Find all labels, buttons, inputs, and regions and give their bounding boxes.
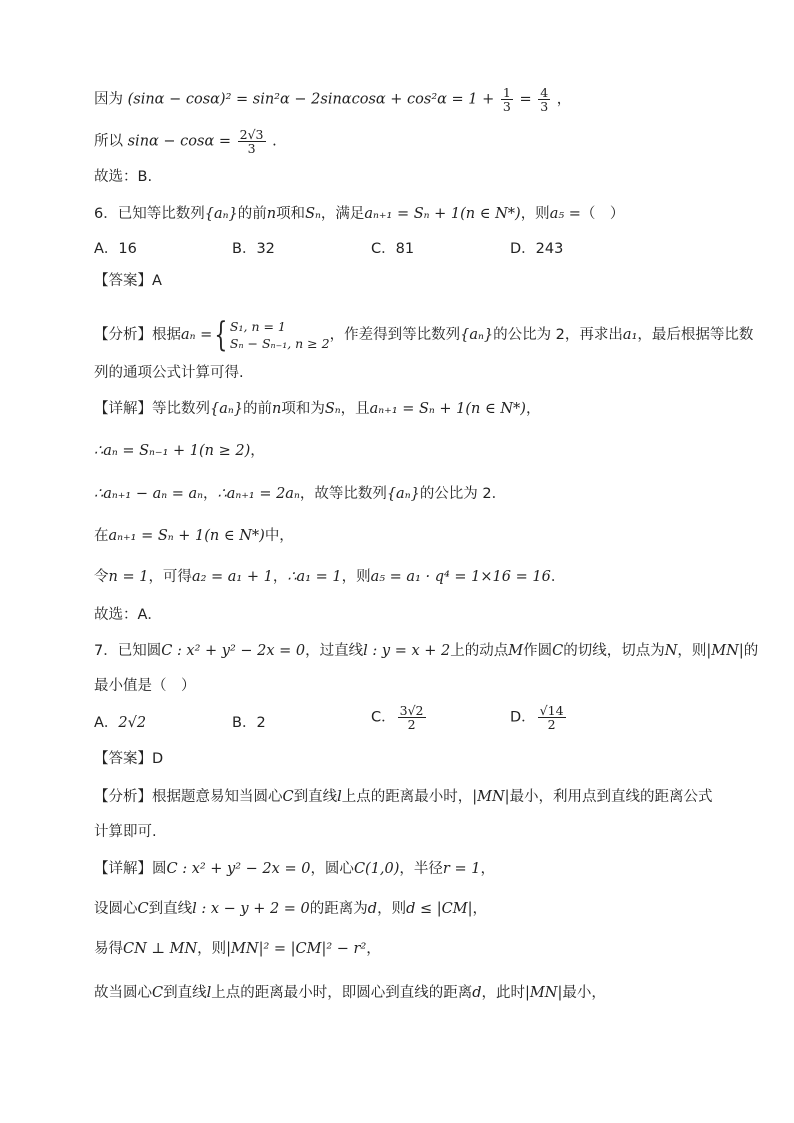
solution-line-2: 所以 sinα − cosα = $\frac{2√3}{3}$ . bbox=[94, 127, 277, 156]
question-7-cont: 最小值是（ ） bbox=[94, 678, 196, 694]
q7-detail-step-1: 设圆心C到直线l : x − y + 2 = 0的距离为d，则d ≤ |CM|， bbox=[94, 901, 487, 917]
detail-tag: 【详解】 bbox=[94, 401, 152, 417]
formula: (sinα − cosα)² = sin²α − 2sinαcosα + cos²α = 1 + bbox=[127, 91, 495, 108]
solution-line-1: 因为 (sinα − cosα)² = sin²α − 2sinαcosα + cos²α = 1 + $\frac{1}{3}$ = $\frac{4}{3}$ ， bbox=[94, 85, 572, 114]
answer-tag: 【答案】 bbox=[94, 751, 152, 767]
q7-answer: 【答案】D bbox=[94, 751, 164, 767]
q6-detail-step-1: ∴aₙ = Sₙ₋₁ + 1(n ≥ 2)， bbox=[94, 443, 265, 459]
q7-option-a: A．2√2 bbox=[94, 715, 147, 731]
left-brace: { bbox=[214, 315, 228, 355]
q7-option-c: C． $\frac{3√2}{2}$ bbox=[371, 703, 424, 732]
q6-detail-step-2: ∴aₙ₊₁ − aₙ = aₙ，∴aₙ₊₁ = 2aₙ，故等比数列{aₙ}的公比为 2． bbox=[94, 486, 507, 502]
q6-analysis: 【分析】根据aₙ ={ S₁, n = 1 Sₙ − Sₙ₋₁, n ≥ 2 ，作差得到等比数列{aₙ}的公比为 2，再求出a₁，最后根据等比数 bbox=[94, 315, 754, 355]
q6-analysis-cont: 列的通项公式计算可得. bbox=[94, 365, 244, 381]
piecewise-cases: S₁, n = 1 Sₙ − Sₙ₋₁, n ≥ 2 bbox=[229, 319, 330, 351]
q6-option-c: C．81 bbox=[371, 241, 415, 257]
analysis-tag: 【分析】 bbox=[94, 789, 152, 805]
q7-analysis-cont: 计算即可. bbox=[94, 824, 157, 840]
q7-detail-step-2: 易得CN ⊥ MN，则|MN|² = |CM|² − r²， bbox=[94, 941, 381, 957]
q6-detail-step-4: 令n = 1，可得a₂ = a₁ + 1，∴a₁ = 1，则a₅ = a₁ · q⁴ = 1×16 = 16． bbox=[94, 569, 566, 585]
question-6: 6．已知等比数列{aₙ}的前n项和Sₙ，满足aₙ₊₁ = Sₙ + 1(n ∈ N*)，则a₅ =（ ） bbox=[94, 206, 625, 222]
q7-option-b: B．2 bbox=[232, 715, 266, 731]
q6-option-a: A．16 bbox=[94, 241, 137, 257]
analysis-tag: 【分析】 bbox=[94, 327, 152, 343]
fraction-3root2-2: $\frac{3√2}{2}$ bbox=[399, 703, 424, 732]
q6-answer: 【答案】A bbox=[94, 273, 162, 289]
fraction-2root3-3: $\frac{2√3}{3}$ bbox=[239, 127, 264, 156]
q6-option-d: D．243 bbox=[510, 241, 564, 257]
q6-option-b: B．32 bbox=[232, 241, 275, 257]
q7-analysis: 【分析】根据题意易知当圆心C到直线l上点的距离最小时，|MN|最小，利用点到直线的距离公式 bbox=[94, 789, 713, 805]
fraction-4-3: $\frac{4}{3}$ bbox=[540, 85, 549, 114]
formula: sinα − cosα = bbox=[127, 133, 232, 150]
equals: = bbox=[519, 91, 532, 108]
q6-detail-step-3: 在aₙ₊₁ = Sₙ + 1(n ∈ N*)中， bbox=[94, 528, 294, 544]
q7-detail-step-3: 故当圆心C到直线l上点的距离最小时，即圆心到直线的距离d，此时|MN|最小， bbox=[94, 985, 606, 1001]
detail-tag: 【详解】 bbox=[94, 861, 152, 877]
fraction-root14-2: $\frac{√14}{2}$ bbox=[539, 703, 564, 732]
fraction-1-3: $\frac{1}{3}$ bbox=[502, 85, 511, 114]
answer-choice-line: 故选：B. bbox=[94, 169, 153, 185]
text: 因为 bbox=[94, 91, 123, 108]
q7-detail: 【详解】圆C : x² + y² − 2x = 0，圆心C(1,0)，半径r = 1， bbox=[94, 861, 495, 877]
question-7: 7．已知圆C : x² + y² − 2x = 0，过直线l : y = x + 2上的动点M作圆C的切线，切点为N，则|MN|的 bbox=[94, 643, 759, 659]
answer-tag: 【答案】 bbox=[94, 273, 152, 289]
q7-option-d: D． $\frac{√14}{2}$ bbox=[510, 703, 564, 732]
q6-detail: 【详解】等比数列{aₙ}的前n项和为Sₙ，且aₙ₊₁ = Sₙ + 1(n ∈ N*)， bbox=[94, 401, 541, 417]
q6-final-answer: 故选：A． bbox=[94, 607, 162, 623]
